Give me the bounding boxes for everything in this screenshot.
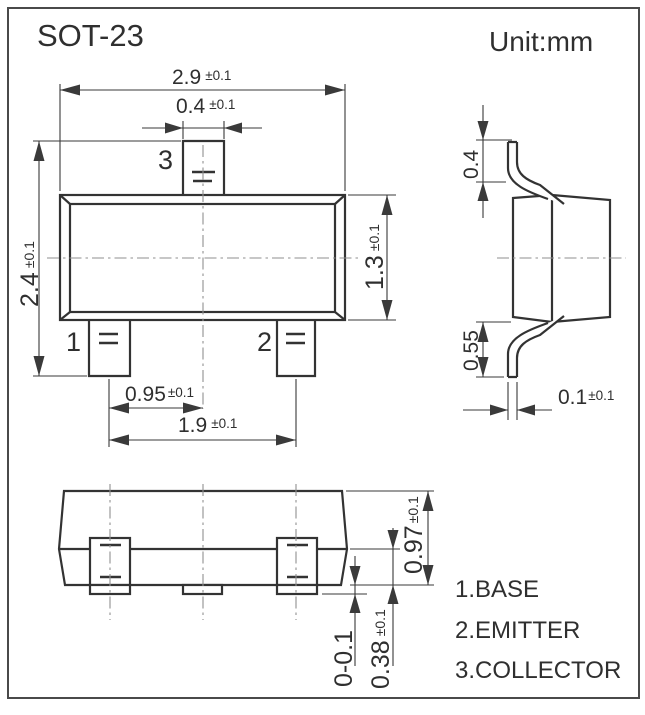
bottom-pin3-foot	[183, 585, 222, 594]
dim-lead-thickness	[463, 382, 614, 420]
dim-upper-lead-drop-label: 0.4	[460, 149, 483, 179]
side-view	[460, 105, 626, 420]
dim-standoff-label: 0-0.1	[330, 630, 358, 687]
dim-lower-lead-drop-label: 0.55	[460, 330, 483, 371]
dim-body-width-label: 2.9 ±0.1	[172, 66, 232, 89]
dim-body-height-label: 1.3±0.1	[361, 224, 389, 290]
dim-tab-width-label: 0.4 ±0.1	[176, 95, 236, 118]
dim-lead-foot-label: 0.38±0.1	[367, 609, 395, 689]
dim-body-height	[348, 195, 396, 320]
dim-body-thickness-label: 0.97±0.1	[400, 496, 428, 574]
front-pin2-label: 2	[257, 327, 273, 357]
front-view	[16, 66, 396, 447]
front-pin2	[277, 320, 315, 376]
page-title: SOT-23	[37, 18, 144, 53]
bottom-pin1-foot	[90, 585, 130, 594]
bottom-view	[59, 484, 434, 689]
dim-overall-height-label: 2.4±0.1	[16, 241, 44, 307]
front-pin1-label: 1	[66, 327, 82, 357]
legend-item-emitter: 2.EMITTER	[455, 617, 581, 644]
dim-lead-thickness-label: 0.1±0.1	[558, 386, 615, 409]
dim-lower-lead-drop	[460, 322, 511, 377]
dim-tab-width	[142, 95, 262, 139]
front-pin1	[89, 320, 130, 376]
bottom-pin2-foot	[277, 585, 317, 594]
front-pin3-label: 3	[158, 145, 174, 175]
header	[37, 18, 593, 57]
dim-pin-span-label: 1.9 ±0.1	[178, 414, 238, 437]
unit-label: Unit:mm	[489, 26, 594, 57]
legend-item-collector: 3.COLLECTOR	[455, 657, 622, 684]
dim-upper-lead-drop	[460, 105, 512, 218]
legend-item-base: 1.BASE	[455, 576, 540, 603]
dim-pin-pitch-label: 0.95 ±0.1	[125, 383, 195, 406]
pin-legend	[455, 576, 621, 684]
